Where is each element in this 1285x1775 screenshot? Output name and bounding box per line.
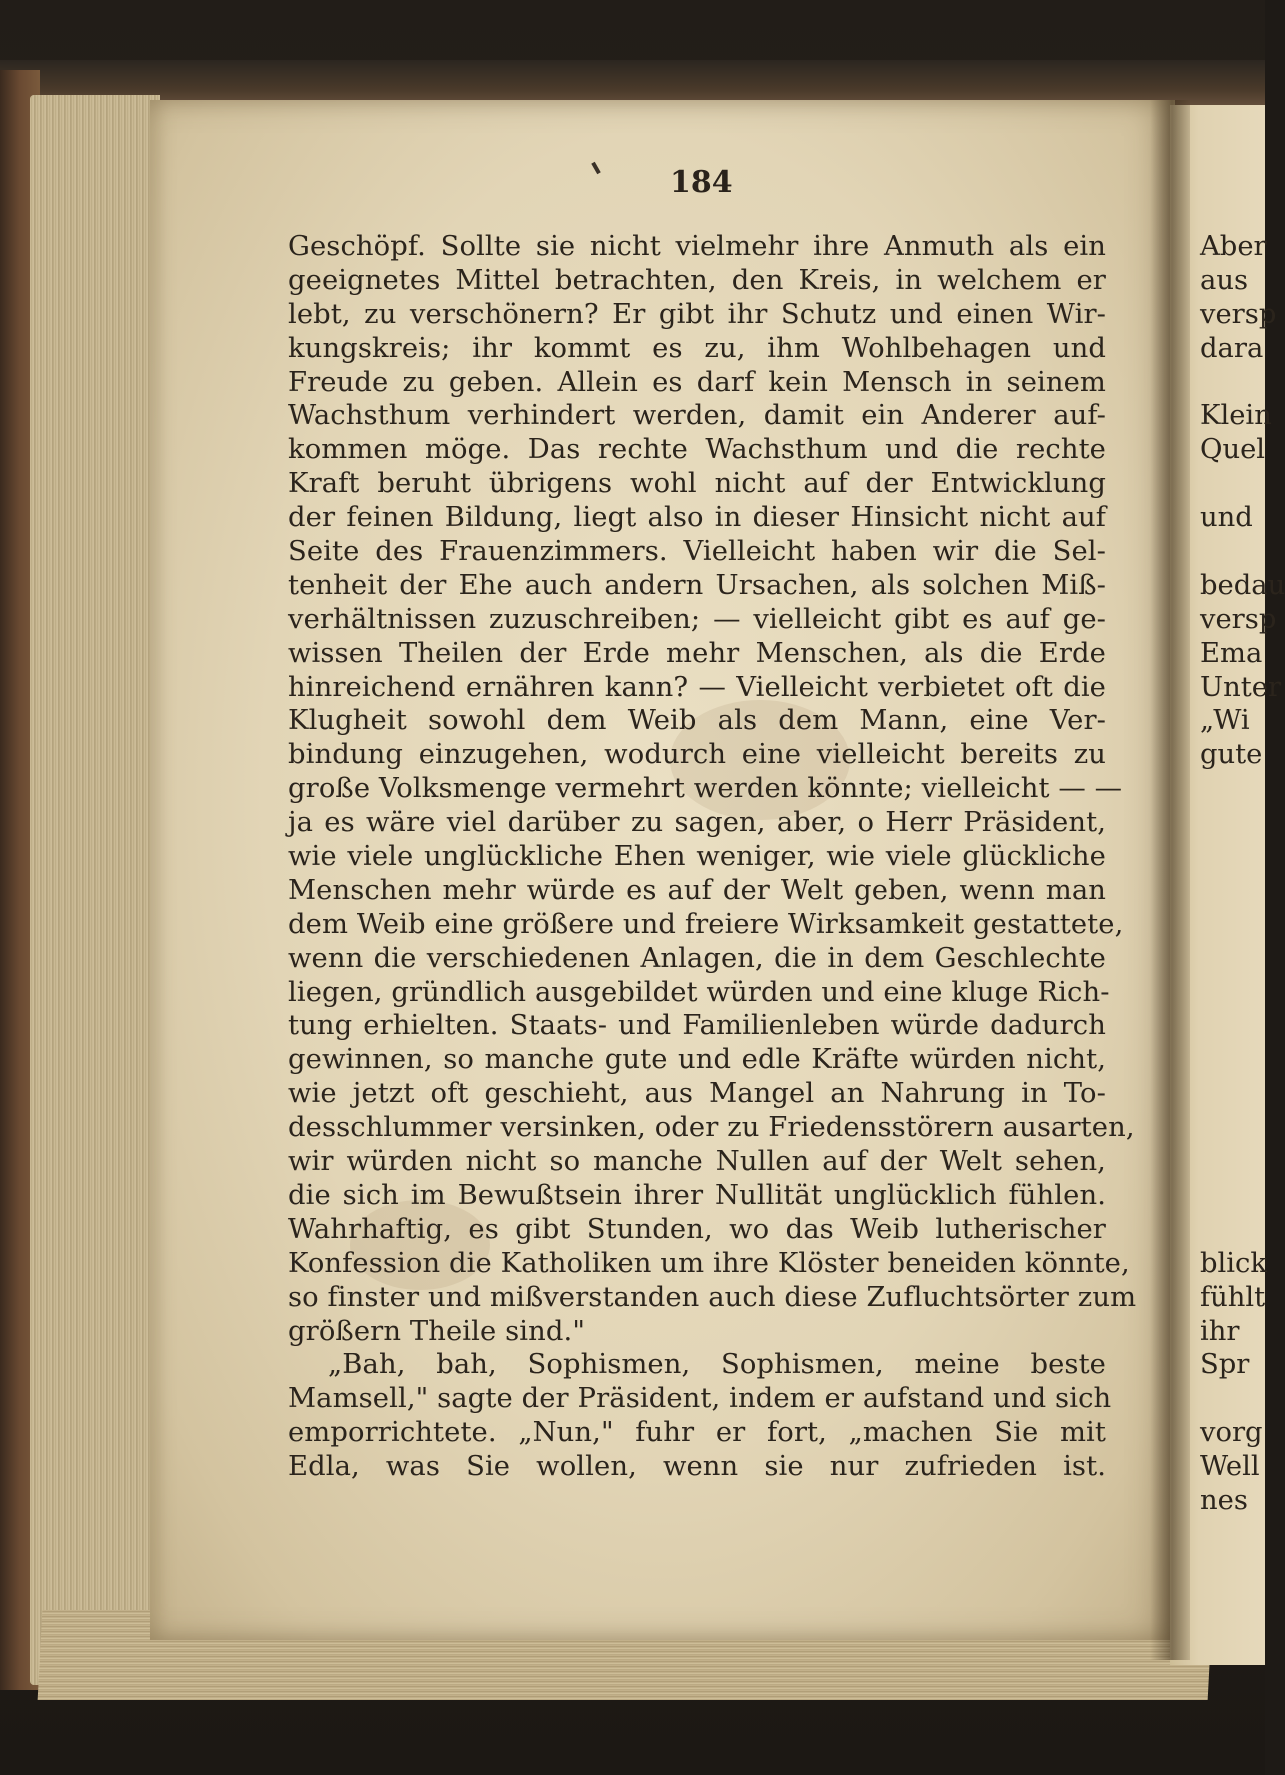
facing-page-text [1200,230,1285,1518]
text-line: verhältnissen zuzuschreiben; — vielleicht gibt es auf ge- [288,603,1106,635]
text-line: hinreichend ernähren kann? — Vielleicht verbietet oft die [288,671,1106,703]
text-line: gewinnen, so manche gute und edle Kräfte würden nicht, [288,1044,1106,1076]
facing-line: nes [1200,1484,1248,1516]
text-line: tenheit der Ehe auch andern Ursachen, als solchen Miß- [288,569,1106,601]
facing-line [1200,1145,1265,1179]
facing-line [1200,535,1265,569]
facing-line [1200,467,1265,501]
facing-line: Quel [1200,434,1266,466]
text-line: wie jetzt oft geschieht, aus Mangel an Nahrung in To- [288,1078,1106,1110]
text-line: Kraft beruht übrigens wohl nicht auf der Entwicklung [288,468,1106,500]
text-line: Freude zu geben. Allein es darf kein Mensch in seinem [288,366,1106,398]
page-edges-left [30,95,160,1685]
facing-line [1200,1382,1265,1416]
facing-line [1200,1111,1265,1145]
text-line: größern Theile sind." [288,1315,586,1347]
text-line: wir würden nicht so manche Nullen auf der Welt sehen, [288,1146,1106,1178]
facing-line: aus [1200,264,1249,296]
facing-line [1200,1009,1265,1043]
text-line: tung erhielten. Staats- und Familienleben würde dadurch [288,1010,1106,1042]
text-line: Wahrhaftig, es gibt Stunden, wo das Weib lutherischer [288,1213,1106,1245]
text-line: Menschen mehr würde es auf der Welt geben, wenn man [288,874,1106,906]
facing-line: „Wi [1200,705,1250,737]
text-line: Seite des Frauenzimmers. Vielleicht haben wir die Sel- [288,536,1106,568]
page-text [288,230,1137,1484]
facing-line: versp [1200,603,1277,635]
facing-line: Ema [1200,637,1263,669]
facing-line [1200,1077,1265,1111]
facing-line [1200,976,1265,1010]
facing-line: bedau [1200,569,1285,601]
facing-line: blick [1200,1247,1267,1279]
book-gutter [1150,100,1190,1660]
text-line: kungskreis; ihr kommt es zu, ihm Wohlbehagen und [288,332,1106,364]
facing-line: gute [1200,739,1263,771]
text-line: der feinen Bildung, liegt also in dieser Hinsicht nicht auf [288,502,1106,534]
facing-line [1200,1213,1265,1247]
text-line: geeignetes Mittel betrachten, den Kreis, in welchem er [288,264,1106,296]
facing-line: und [1200,502,1253,534]
facing-line [1200,806,1265,840]
text-line: Geschöpf. Sollte sie nicht vielmehr ihre Anmuth als ein [288,231,1106,262]
text-line: die sich im Bewußtsein ihrer Nullität unglücklich fühlen. [288,1179,1106,1211]
text-line: desschlummer versinken, oder zu Friedensstörern ausarten, [288,1112,1135,1144]
facing-line: Spr [1200,1349,1250,1381]
page-number: 184 [670,165,733,200]
text-line: so finster und mißverstanden auch diese Zufluchtsörter zum [288,1281,1137,1313]
text-line: bindung einzugehen, wodurch eine vielleicht bereits zu [288,739,1106,771]
text-line: liegen, gründlich ausgebildet würden und eine kluge Rich- [288,976,1110,1008]
facing-line: Aber [1200,231,1267,262]
text-line: lebt, zu verschönern? Er gibt ihr Schutz und einen Wir- [288,298,1106,330]
facing-line: versp [1200,298,1277,330]
facing-line [1200,366,1265,400]
text-line: Wachsthum verhindert werden, damit ein Anderer auf- [288,400,1106,432]
text-line: Konfession die Katholiken um ihre Klöster beneiden könnte, [288,1247,1130,1279]
facing-line [1200,1179,1265,1213]
text-line: Mamsell," sagte der Präsident, indem er aufstand und sich [288,1383,1112,1415]
facing-line: Klein [1200,400,1272,432]
facing-line [1200,874,1265,908]
facing-line [1200,942,1265,976]
text-line: „Bah, bah, Sophismen, Sophismen, meine beste [328,1349,1106,1381]
facing-line: Unter [1200,671,1282,703]
text-line: dem Weib eine größere und freiere Wirksamkeit gestattete, [288,908,1124,940]
facing-line: dara [1200,332,1264,364]
facing-line: Well [1200,1451,1260,1483]
facing-line [1200,772,1265,806]
facing-line: fühlt [1200,1281,1266,1313]
text-line: wenn die verschiedenen Anlagen, die in dem Geschlechte [288,942,1106,974]
facing-line: vorg [1200,1417,1263,1449]
facing-line: ihr [1200,1315,1240,1347]
text-line: Klugheit sowohl dem Weib als dem Mann, eine Ver- [288,705,1106,737]
facing-line [1200,908,1265,942]
facing-line [1200,840,1265,874]
facing-line [1200,1043,1265,1077]
text-line: Edla, was Sie wollen, wenn sie nur zufrieden ist. [288,1451,1106,1483]
text-line: kommen möge. Das rechte Wachsthum und die rechte [288,434,1106,466]
text-line: wissen Theilen der Erde mehr Menschen, als die Erde [288,637,1106,669]
text-line: große Volksmenge vermehrt werden könnte; vielleicht — — [288,773,1123,805]
text-line: ja es wäre viel darüber zu sagen, aber, o Herr Präsident, [288,807,1106,839]
text-line: emporrichtete. „Nun," fuhr er fort, „machen Sie mit [288,1417,1106,1449]
text-line: wie viele unglückliche Ehen weniger, wie viele glückliche [288,841,1106,873]
